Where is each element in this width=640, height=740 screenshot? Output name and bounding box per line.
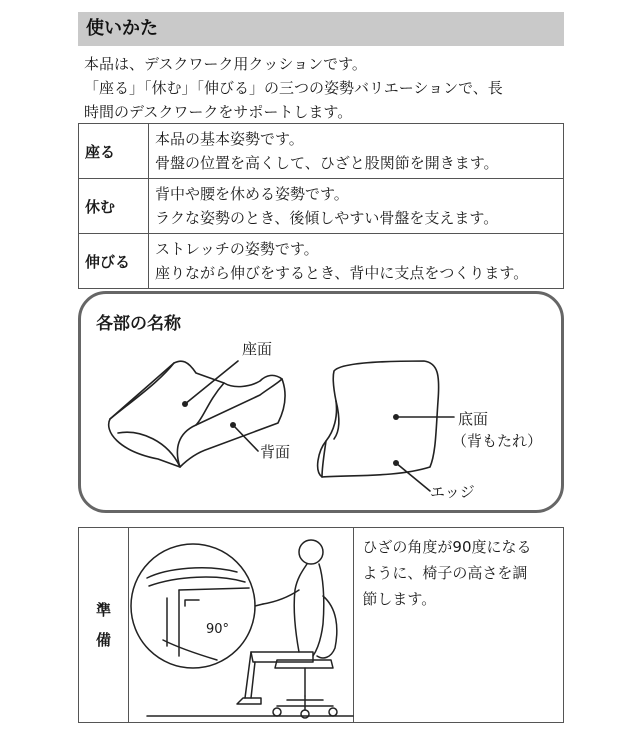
- intro-line: 「座る」「休む」「伸びる」の三つの姿勢バリエーションで、長: [84, 79, 503, 97]
- modes-table: [78, 123, 564, 289]
- label-bottom-note: （背もたれ）: [452, 432, 543, 450]
- preparation-line: 節します。: [362, 590, 437, 608]
- mode-name: 座る: [79, 124, 149, 179]
- mode-row-stretch: [79, 234, 564, 289]
- mode-desc-line: ストレッチの姿勢です。: [155, 240, 319, 258]
- bottom-marker: [393, 414, 399, 420]
- parts-title: 各部の名称: [96, 314, 181, 334]
- preparation-line: ひざの角度が90度になる: [362, 538, 532, 556]
- section-title: 使いかた: [86, 18, 158, 39]
- mode-desc-line: 骨盤の位置を高くして、ひざと股関節を開きます。: [155, 154, 499, 172]
- seated-person-illustration: [127, 528, 361, 722]
- mode-name: 休む: [79, 179, 149, 234]
- office-chair: [273, 596, 337, 718]
- label-bottom: 底面: [458, 410, 489, 428]
- back-marker: [230, 422, 236, 428]
- preparation-label-char: 備: [95, 631, 111, 649]
- mode-row-rest: [79, 179, 564, 234]
- mode-desc-line: 座りながら伸びをするとき、背中に支点をつくります。: [155, 264, 529, 282]
- section-header: [78, 12, 564, 46]
- intro-line: 本品は、デスクワーク用クッションです。: [84, 55, 367, 73]
- angle-label: 90°: [206, 622, 230, 637]
- seat-marker: [182, 401, 188, 407]
- mode-description: [149, 124, 564, 179]
- mode-row-sit: [79, 124, 564, 179]
- knee-detail-magnifier: [131, 544, 255, 668]
- label-seat: 座面: [242, 340, 273, 358]
- mode-desc-line: 本品の基本姿勢です。: [155, 130, 304, 148]
- intro-text: [84, 52, 564, 124]
- mode-description: [149, 234, 564, 289]
- cushion-bottom-view: [318, 361, 439, 477]
- seated-person: [237, 540, 324, 704]
- label-back: 背面: [260, 443, 291, 461]
- edge-marker: [393, 460, 399, 466]
- mode-desc-line: 背中や腰を休める姿勢です。: [155, 185, 349, 203]
- preparation-label: [79, 528, 129, 723]
- mode-description: [149, 179, 564, 234]
- mode-desc-line: ラクな姿勢のとき、後傾しやすい骨盤を支えます。: [155, 209, 499, 227]
- mode-name: 伸びる: [79, 234, 149, 289]
- label-edge: エッジ: [430, 483, 475, 501]
- cushion-parts-illustration: [78, 291, 564, 513]
- preparation-label-char: 準: [95, 601, 111, 619]
- preparation-text: [354, 528, 564, 723]
- preparation-line: ように、椅子の高さを調: [362, 564, 528, 582]
- intro-line: 時間のデスクワークをサポートします。: [84, 103, 353, 121]
